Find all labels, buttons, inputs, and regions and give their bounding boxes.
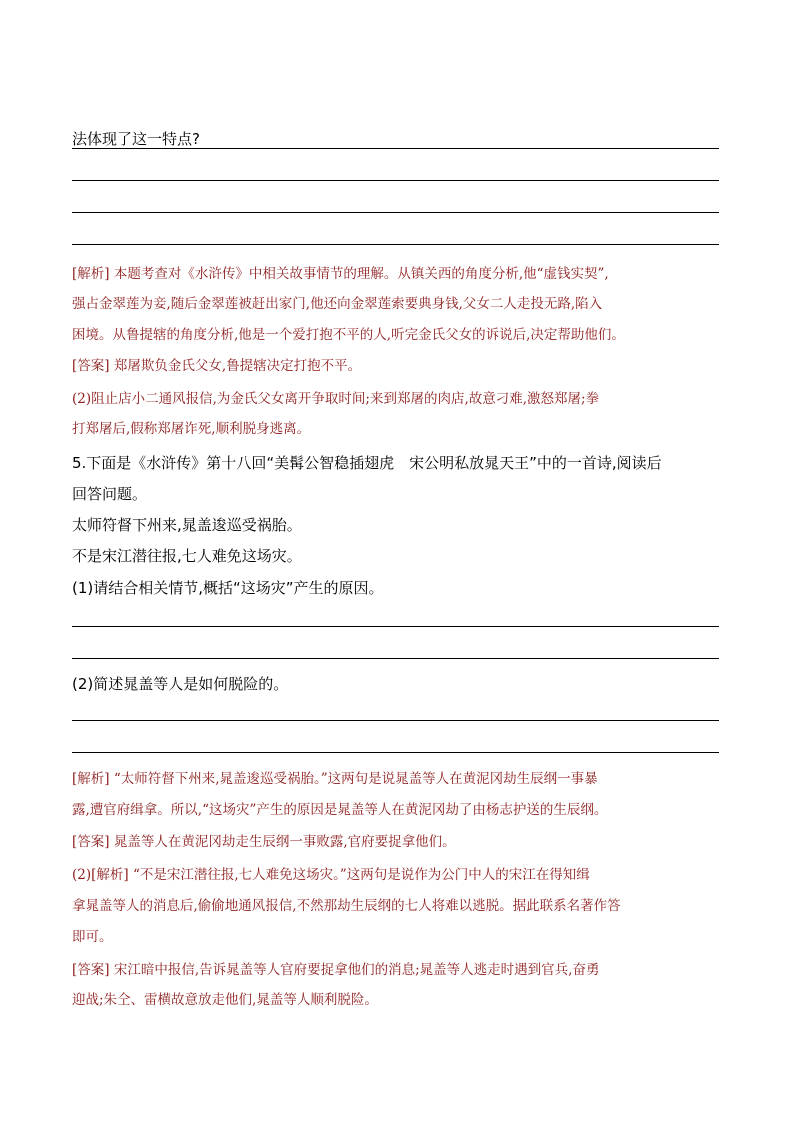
poem-line: 不是宋江潜往报,七人难免这场灾。 xyxy=(72,547,302,565)
analysis-line: (2)[解析] “不是宋江潜往报,七人难免这场灾。”这两句是说作为公门中人的宋江在得知缉 xyxy=(72,867,590,883)
analysis-line: 拿晁盖等人的消息后,偷偷地通风报信,不然那劫生辰纲的七人将难以逃脱。据此联系名著作答 xyxy=(72,898,621,914)
answer-line-text: 打郑屠后,假称郑屠诈死,顺利脱身逃离。 xyxy=(72,421,311,437)
answer-line-text: 迎战;朱仝、雷横故意放走他们,晁盖等人顺利脱险。 xyxy=(72,992,378,1008)
answer-line xyxy=(72,626,719,627)
analysis-line: 即可。 xyxy=(72,929,113,945)
answer-line-text: [答案] 郑屠欺负金氏父女,鲁提辖决定打抱不平。 xyxy=(72,358,362,374)
poem-line: 太师符督下州来,晁盖逡巡受祸胎。 xyxy=(72,516,302,534)
answer-line xyxy=(72,180,719,181)
answer-line xyxy=(72,752,719,753)
answer-line xyxy=(72,212,719,213)
answer-line xyxy=(72,148,719,149)
answer-line-text: (2)阻止店小二通风报信,为金氏父女离开争取时间;来到郑屠的肉店,故意刁难,激怒郑屠;拳 xyxy=(72,391,600,407)
answer-line-text: [答案] 晁盖等人在黄泥冈劫走生辰纲一事败露,官府要捉拿他们。 xyxy=(72,834,456,850)
answer-line xyxy=(72,720,719,721)
question-5-title: 回答问题。 xyxy=(72,485,148,503)
question-5-title: 5.下面是《水浒传》第十八回“美髯公智稳插翅虎 宋公明私放晁天王”中的一首诗,阅读后 xyxy=(72,454,662,472)
answer-line xyxy=(72,658,719,659)
analysis-line: 困境。从鲁提辖的角度分析,他是一个爱打抱不平的人,听完金氏父女的诉说后,决定帮助他们。 xyxy=(72,327,625,343)
analysis-line: 露,遭官府缉拿。所以,“这场灾”产生的原因是晁盖等人在黄泥冈劫了由杨志护送的生辰纲。 xyxy=(72,802,608,818)
question-tail: 法体现了这一特点? xyxy=(72,130,200,148)
question-5-1: (1)请结合相关情节,概括“这场灾”产生的原因。 xyxy=(72,579,384,597)
answer-line-text: [答案] 宋江暗中报信,告诉晁盖等人官府要捉拿他们的消息;晁盖等人逃走时遇到官兵,奋勇 xyxy=(72,962,600,978)
question-5-2: (2)简述晁盖等人是如何脱险的。 xyxy=(72,675,289,693)
analysis-line: [解析] 本题考查对《水浒传》中相关故事情节的理解。从镇关西的角度分析,他“虚钱实契”, xyxy=(72,266,609,282)
analysis-line: 强占金翠莲为妾,随后金翠莲被赶出家门,他还向金翠莲索要典身钱,父女二人走投无路,陷入 xyxy=(72,296,603,312)
analysis-line: [解析] “太师符督下州来,晁盖逡巡受祸胎。”这两句是说晁盖等人在黄泥冈劫生辰纲一事暴 xyxy=(72,771,598,787)
answer-line xyxy=(72,244,719,245)
